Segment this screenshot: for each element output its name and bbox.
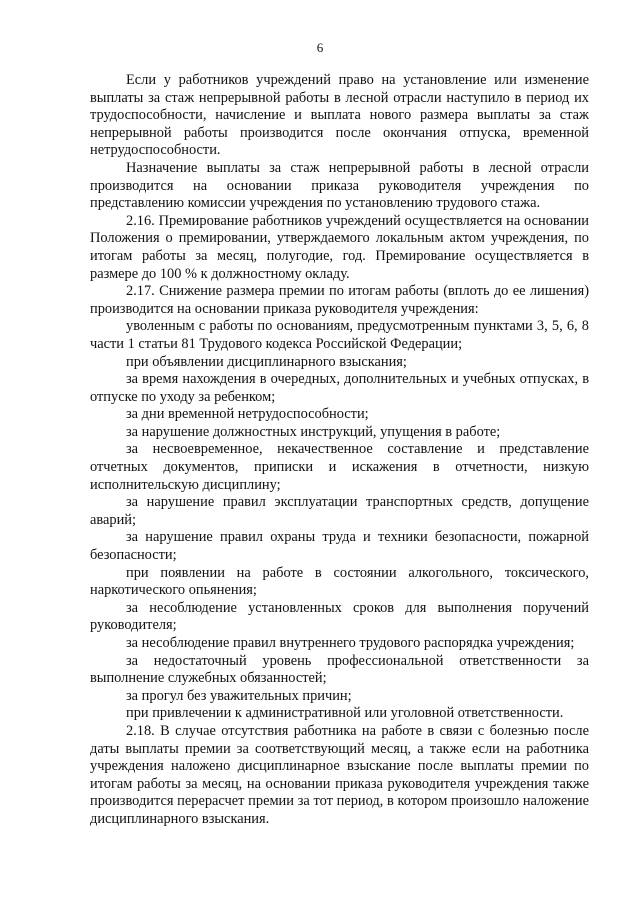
page-number: 6 [316,40,324,55]
list-item-internal-rules: за несоблюдение правил внутреннего трудового распорядка учреждения; [126,635,575,651]
list-item-job-instructions: за нарушение должностных инструкций, упущения в работе; [126,423,501,440]
paragraph-2: Назначение выплаты за стаж непрерывной работы в лесной отрасли производится на основании приказа руководителя учреждения по представлению комиссии учреждения по установлению трудового стажа. [90,159,589,212]
list-item-disciplinary: при объявлении дисциплинарного взыскания; [126,353,407,370]
document-body [90,72,589,829]
paragraph-2-17: 2.17. Снижение размера премии по итогам работы (вплоть до ее лишения) производится на основании приказа руководителя учреждения: [90,283,589,317]
list-item-safety: за нарушение правил охраны труда и техники безопасности, пожарной безопасности; [90,529,589,564]
paragraph-1: Если у работников учреждений право на установление или изменение выплаты за стаж непрерывной работы в лесной отрасли наступило в период их трудоспособности, начисление и выплата нового размера выплаты за стаж непрерывной работы производится после окончания отпуска, временной нетрудоспособности. [90,72,589,159]
list-item-responsibility: за недостаточный уровень профессиональной ответственности за выполнение служебных обязанностей; [90,652,589,687]
list-item-deadlines: за несоблюдение установленных сроков для выполнения поручений руководителя; [90,599,589,634]
list-item-intoxication: при появлении на работе в состоянии алкогольного, токсического, наркотического опьянения; [90,564,589,599]
list-item-reporting: за несвоевременное, некачественное составление и представление отчетных документов, приписки и искажения в отчетности, низкую исполнительскую дисциплину; [90,441,589,493]
list-item-sick-days: за дни временной нетрудоспособности; [126,406,369,423]
list-item-vacation: за время нахождения в очередных, дополнительных и учебных отпусках, в отпуске по уходу за ребенком; [90,371,589,405]
paragraph-2-18: 2.18. В случае отсутствия работника на работе в связи с болезнью после даты выплаты премии за соответствующий месяц, а также если на работника учреждения наложено дисциплинарное взыскание после выплаты премии по итогам работы за месяц, на основании приказа руководителя учреждения также производится перерасчет премии за тот период, в котором произошло наложение дисциплинарного взыскания. [90,722,589,827]
list-item-absence: за прогул без уважительных причин; [126,687,352,704]
list-item-dismissed: уволенным с работы по основаниям, предусмотренным пунктами 3, 5, 6, 8 части 1 статьи 81 Трудового кодекса Российской Федерации; [90,318,589,352]
paragraph-2-16: 2.16. Премирование работников учреждений осуществляется на основании Положения о премировании, утверждаемого локальным актом учреждения, по итогам работы за месяц, полугодие, год. Премирование осуществляется в размере до 100 % к должностному окладу. [90,212,589,282]
list-item-liability: при привлечении к административной или уголовной ответственности. [126,705,564,722]
list-item-vehicles: за нарушение правил эксплуатации транспортных средств, допущение аварий; [90,494,589,528]
